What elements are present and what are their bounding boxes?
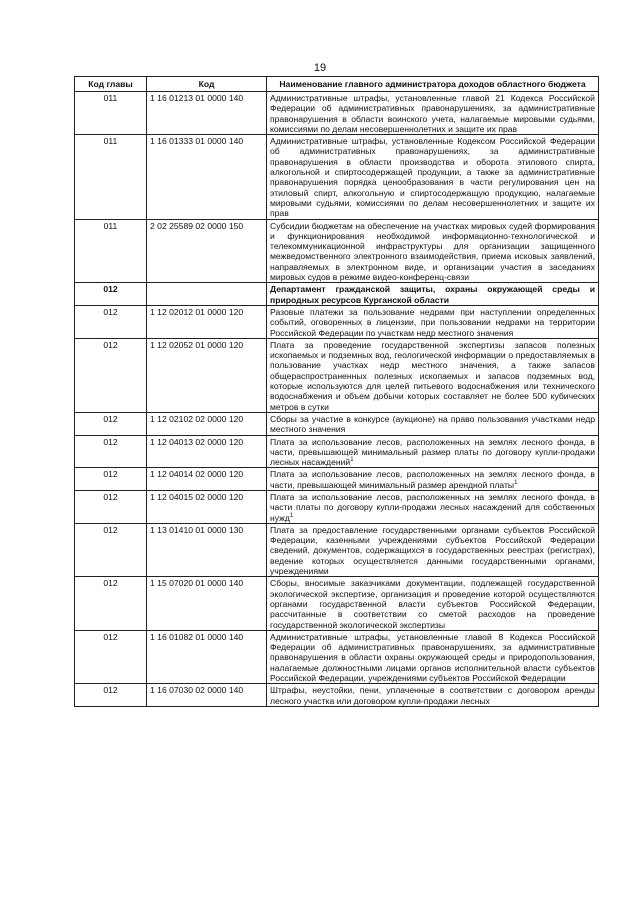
cell-glava: 011 (75, 219, 147, 283)
header-kod: Код (147, 77, 267, 92)
footnote-marker: 1 (289, 512, 294, 519)
description-text: Департамент гражданской защиты, охраны окружающей среды и природных ресурсов Курганской области (270, 284, 595, 305)
cell-glava: 012 (75, 684, 147, 707)
table-row (75, 305, 599, 338)
table-row (75, 338, 599, 412)
cell-description (267, 490, 599, 523)
cell-description (267, 412, 599, 435)
cell-kod: 2 02 25589 02 0000 150 (147, 219, 267, 283)
cell-kod: 1 12 02012 01 0000 120 (147, 305, 267, 338)
page-number: 19 (313, 62, 327, 74)
cell-glava: 012 (75, 305, 147, 338)
cell-glava: 012 (75, 577, 147, 630)
description-text: Административные штрафы, установленные главой 21 Кодекса Российской Федерации об административных правонарушениях, за административные правонарушения в области воинского учета, налагаемые мировыми судьями, комиссиями по делам несовершеннолетних и защите их прав (270, 93, 595, 134)
table-row (75, 577, 599, 630)
cell-description (267, 684, 599, 707)
cell-glava: 011 (75, 92, 147, 135)
cell-kod: 1 16 01333 01 0000 140 (147, 135, 267, 219)
cell-kod: 1 16 07030 02 0000 140 (147, 684, 267, 707)
description-text: Сборы, вносимые заказчиками документации, подлежащей государственной экологической экспертизе, организация и проведение которой осуществляются органами государственной власти субъектов Российской Федерации, рассчитанные в соответствии со сметой расходов на проведение государственной экологической экспертизы (270, 578, 595, 630)
description-text: Штрафы, неустойки, пени, уплаченные в соответствии с договором аренды лесного участка или договором купли-продажи лесных (270, 685, 595, 706)
table-row (75, 684, 599, 707)
description-text: Плата за использование лесов, расположенных на землях лесного фонда, в части, превышающей минимальный размер платы по договору купли-продажи лесных насаждений (270, 436, 595, 468)
header-name: Наименование главного администратора доходов областного бюджета (267, 77, 599, 92)
cell-glava: 012 (75, 523, 147, 576)
table-body (75, 92, 599, 707)
description-text: Плата за использование лесов, расположенных на землях лесного фонда, в части платы по договору купли-продажи лесных насаждений для собственных нужд (270, 491, 595, 523)
cell-kod (147, 283, 267, 306)
description-text: Административные штрафы, установленные Кодексом Российской Федерации об административных правонарушениях, за административные правонарушения в области производства и оборота этилового спирта, алкогольной и спиртосодержащей продукции, а также за административные правонарушения порядка ценообразования в части регулирования цен на этиловый спирт, алкогольную и спиртосодержащую продукцию, налагаемые мировыми судьями, комиссиями по делам несовершеннолетних и защите их прав (270, 136, 595, 219)
cell-description (267, 219, 599, 283)
cell-glava: 011 (75, 135, 147, 219)
cell-description (267, 338, 599, 412)
cell-kod: 1 12 02052 01 0000 120 (147, 338, 267, 412)
cell-description (267, 305, 599, 338)
table-row (75, 92, 599, 135)
cell-kod: 1 12 04014 02 0000 120 (147, 468, 267, 491)
description-text: Плата за использование лесов, расположенных на землях лесного фонда, в части, превышающей минимальный размер арендной платы (270, 469, 595, 490)
table-row (75, 468, 599, 491)
cell-kod: 1 12 04013 02 0000 120 (147, 435, 267, 468)
cell-description (267, 577, 599, 630)
description-text: Разовые платежи за пользование недрами при наступлении определенных событий, оговоренных в лицензии, при пользовании недрами на территории Российской Федерации по участкам недр местного значения (270, 306, 595, 338)
cell-glava: 012 (75, 338, 147, 412)
cell-kod: 1 15 07020 01 0000 140 (147, 577, 267, 630)
table-row (75, 219, 599, 283)
header-glava: Код главы (75, 77, 147, 92)
description-text: Плата за проведение государственной экспертизы запасов полезных ископаемых и подземных вод, геологической информации о предоставляемых в пользование участках недр местного значения, а также запасов общераспространенных полезных ископаемых и запасов подземных вод, которые используются для целей питьевого водоснабжения или технического водоснабжения и объем добычи которых составляет не более 500 кубических метров в сутки (270, 339, 595, 412)
cell-glava: 012 (75, 435, 147, 468)
table-row (75, 630, 599, 683)
table-row (75, 490, 599, 523)
revenue-administrators-table (74, 76, 599, 707)
description-text: Субсидии бюджетам на обеспечение на участках мировых судей формирования и функционирования необходимой информационно-технологической и телекоммуникационной инфраструктуры для организации защищенного межведомственного электронного взаимодействия, приема исковых заявлений, направляемых в электронном виде, и организации участия в заседаниях мировых судов в режиме видео-конференц-связи (270, 220, 595, 283)
table-row (75, 435, 599, 468)
table-header-row (75, 77, 599, 92)
cell-kod: 1 13 01410 01 0000 130 (147, 523, 267, 576)
cell-glava: 012 (75, 412, 147, 435)
cell-description (267, 435, 599, 468)
cell-description (267, 630, 599, 683)
footnote-marker: 1 (514, 479, 518, 486)
cell-kod: 1 12 04015 02 0000 120 (147, 490, 267, 523)
cell-kod: 1 12 02102 02 0000 120 (147, 412, 267, 435)
cell-kod: 1 16 01082 01 0000 140 (147, 630, 267, 683)
cell-description (267, 523, 599, 576)
cell-glava: 012 (75, 490, 147, 523)
cell-kod: 1 16 01213 01 0000 140 (147, 92, 267, 135)
description-text: Административные штрафы, установленные главой 8 Кодекса Российской Федерации об административных правонарушениях, за административные правонарушения в области охраны окружающей среды и природопользования, налагаемые должностными лицами органов исполнительной власти субъектов Российской Федерации, учреждениями субъектов Российской Федерации (270, 631, 595, 684)
cell-description (267, 135, 599, 219)
cell-glava: 012 (75, 630, 147, 683)
cell-glava: 012 (75, 283, 147, 306)
footnote-marker: 1 (350, 457, 354, 464)
cell-glava: 012 (75, 468, 147, 491)
cell-description (267, 283, 599, 306)
table-row (75, 523, 599, 576)
cell-description (267, 92, 599, 135)
table-row (75, 135, 599, 219)
table-row (75, 412, 599, 435)
section-header-row (75, 283, 599, 306)
description-text: Плата за предоставление государственными органами субъектов Российской Федерации, казенными учреждениями субъектов Российской Федерации сведений, документов, содержащихся в государственных реестрах (регистрах), ведение которых осуществляется данными государственными органами, учреждениями (270, 524, 595, 577)
cell-description (267, 468, 599, 491)
description-text: Сборы за участие в конкурсе (аукционе) на право пользования участками недр местного значения (270, 413, 595, 435)
